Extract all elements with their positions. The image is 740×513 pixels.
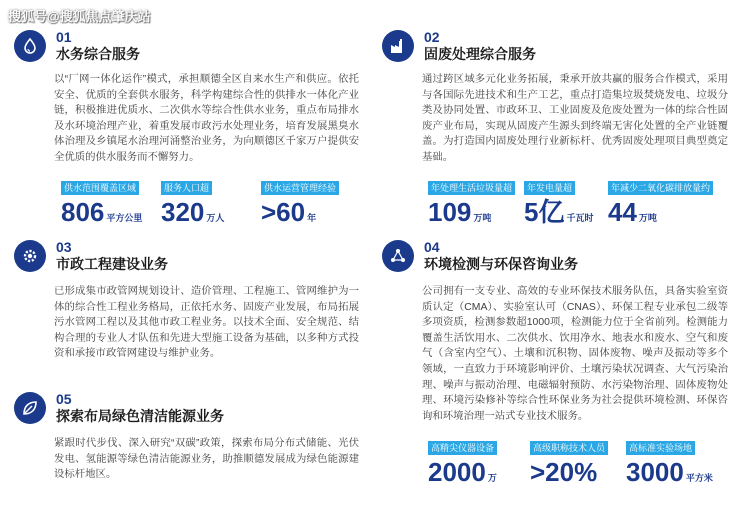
section-body: 紧跟时代步伐、深入研究“双碳”政策，探索布局分布式储能、光伏发电、氢能源等绿色清洁能源业务，助推顺德发展成为绿色能源建设标杆地区。 [54, 438, 359, 481]
stat-unit: 万吨 [638, 213, 657, 223]
stat-unit: 万吨 [473, 213, 492, 223]
section-solid-waste [382, 30, 728, 166]
section-body: 公司拥有一支专业、高效的专业环保技术服务队伍，具备实验室资质认定（CMA）、实验室认可（CNAS）、环保工程专业承包二级等多项资质，检测参数超1000项，检测能力位于全省前列。检测能力覆盖生活饮用水、二次供水、饮用净水、地表水和废水、空气和废气（含室内空气）、土壤和沉积物、固体废物、噪声及振动等多个领域，一直致力于环境影响评价、土壤污染状况调查、大气污染治理、噪声与振动治理、电磁辐射预防、水污染物治理、固体废物处理、环境污染修补等综合性环保业务为社会提供环境检测、环保咨询和环境治理一站式专业技术服务。 [422, 286, 728, 422]
water-drop-icon [14, 30, 46, 62]
stat-unit: 千瓦时 [566, 213, 594, 223]
section-number: 04 [424, 239, 440, 255]
section-municipal-engineering [14, 240, 359, 362]
section-body: 以“厂网一体化运作”模式，承担顺德全区自来水生产和供应。依托安全、优质的全套供水服务，科学构建综合性的供排水一体化产业链，积极推进优质水、二次供水等综合性供水业务，重点布局排水及水环境治理产业，着重发展市政污水处理业务，培育发展黑臭水体治理及乡镇尾水治理河涌整治业务，为向顺德区千家万户提供安全优质的供水服务而不懈努力。 [54, 74, 359, 163]
stat-value: 44 [608, 197, 637, 227]
section-title: 市政工程建设业务 [56, 256, 168, 272]
section-number: 03 [56, 239, 72, 255]
factory-icon [382, 30, 414, 62]
stat-label: 服务人口超 [161, 181, 212, 195]
stat-item [428, 438, 530, 487]
stat-label: 高级职称技术人员 [530, 441, 608, 455]
section-title: 水务综合服务 [56, 46, 140, 62]
stat-value: 5亿 [524, 197, 565, 227]
stat-label: 年减少二氧化碳排放量约 [608, 181, 713, 195]
stat-label: 供水运营管理经验 [261, 181, 339, 195]
stat-label: 高精尖仪器设备 [428, 441, 497, 455]
section-number: 01 [56, 29, 72, 45]
stat-unit: 平方米 [685, 473, 713, 483]
section-number: 05 [56, 391, 72, 407]
gear-icon [14, 240, 46, 272]
stat-item [608, 178, 726, 227]
stat-value: 2000 [428, 457, 486, 487]
stat-label: 年发电量超 [524, 181, 575, 195]
stat-item [428, 178, 524, 227]
stats-water [61, 178, 371, 227]
stat-value: 806 [61, 197, 105, 227]
stats-environmental [428, 438, 726, 487]
stat-unit: 平方公里 [106, 213, 143, 223]
section-number: 02 [424, 29, 440, 45]
section-body: 通过跨区域多元化业务拓展，秉承开放共赢的服务合作模式，采用与各国际先进技术和生产工艺，重点打造集垃圾焚烧发电、垃圾分类及协同处置、市政环卫、工业固废及危废处置为一体的综合性固废产业布局，实现从固废产生源头到终端无害化处置的全产业链覆盖。为打造国内固废处理行业新标杆、优秀固废处理项目典型奠定基础。 [422, 74, 728, 163]
stat-label: 年处理生活垃圾量超 [428, 181, 515, 195]
stats-solid-waste [428, 178, 726, 227]
stat-item [530, 438, 626, 487]
stat-value: >60 [261, 197, 306, 227]
section-body: 已形成集市政管网规划设计、造价管理、工程施工、管网维护为一体的综合性工程业务格局，正依托水务、固废产业发展，布局拓展污水管网工程以及其他市政工程业务。以技术全面、安全规范、结构合理的专业人才队伍和先进大型施工设备为基础，以多种方式投资和承接市政管网建设与维护业务。 [54, 286, 359, 360]
section-title: 环境检测与环保咨询业务 [424, 256, 578, 272]
stat-item [161, 178, 261, 227]
stat-item [261, 178, 371, 227]
section-title: 固废处理综合服务 [424, 46, 536, 62]
stat-unit: 万 [487, 473, 497, 483]
section-environmental-testing [382, 240, 728, 424]
network-icon [382, 240, 414, 272]
stat-unit: 万人 [206, 213, 225, 223]
stat-value: 109 [428, 197, 472, 227]
stat-item [524, 178, 608, 227]
section-title: 探索布局绿色清洁能源业务 [56, 408, 224, 424]
stat-item [61, 178, 161, 227]
section-water-services [14, 30, 359, 166]
stat-unit: 年 [307, 213, 317, 223]
leaf-icon [14, 392, 46, 424]
stat-label: 高标准实验场地 [626, 441, 695, 455]
stat-label: 供水范围覆盖区域 [61, 181, 139, 195]
stat-item [626, 438, 726, 487]
stat-value: >20% [530, 457, 598, 487]
stat-value: 320 [161, 197, 205, 227]
section-clean-energy [14, 392, 359, 483]
stat-value: 3000 [626, 457, 684, 487]
watermark: 搜狐号@搜狐焦点肇庆站 [8, 9, 151, 24]
